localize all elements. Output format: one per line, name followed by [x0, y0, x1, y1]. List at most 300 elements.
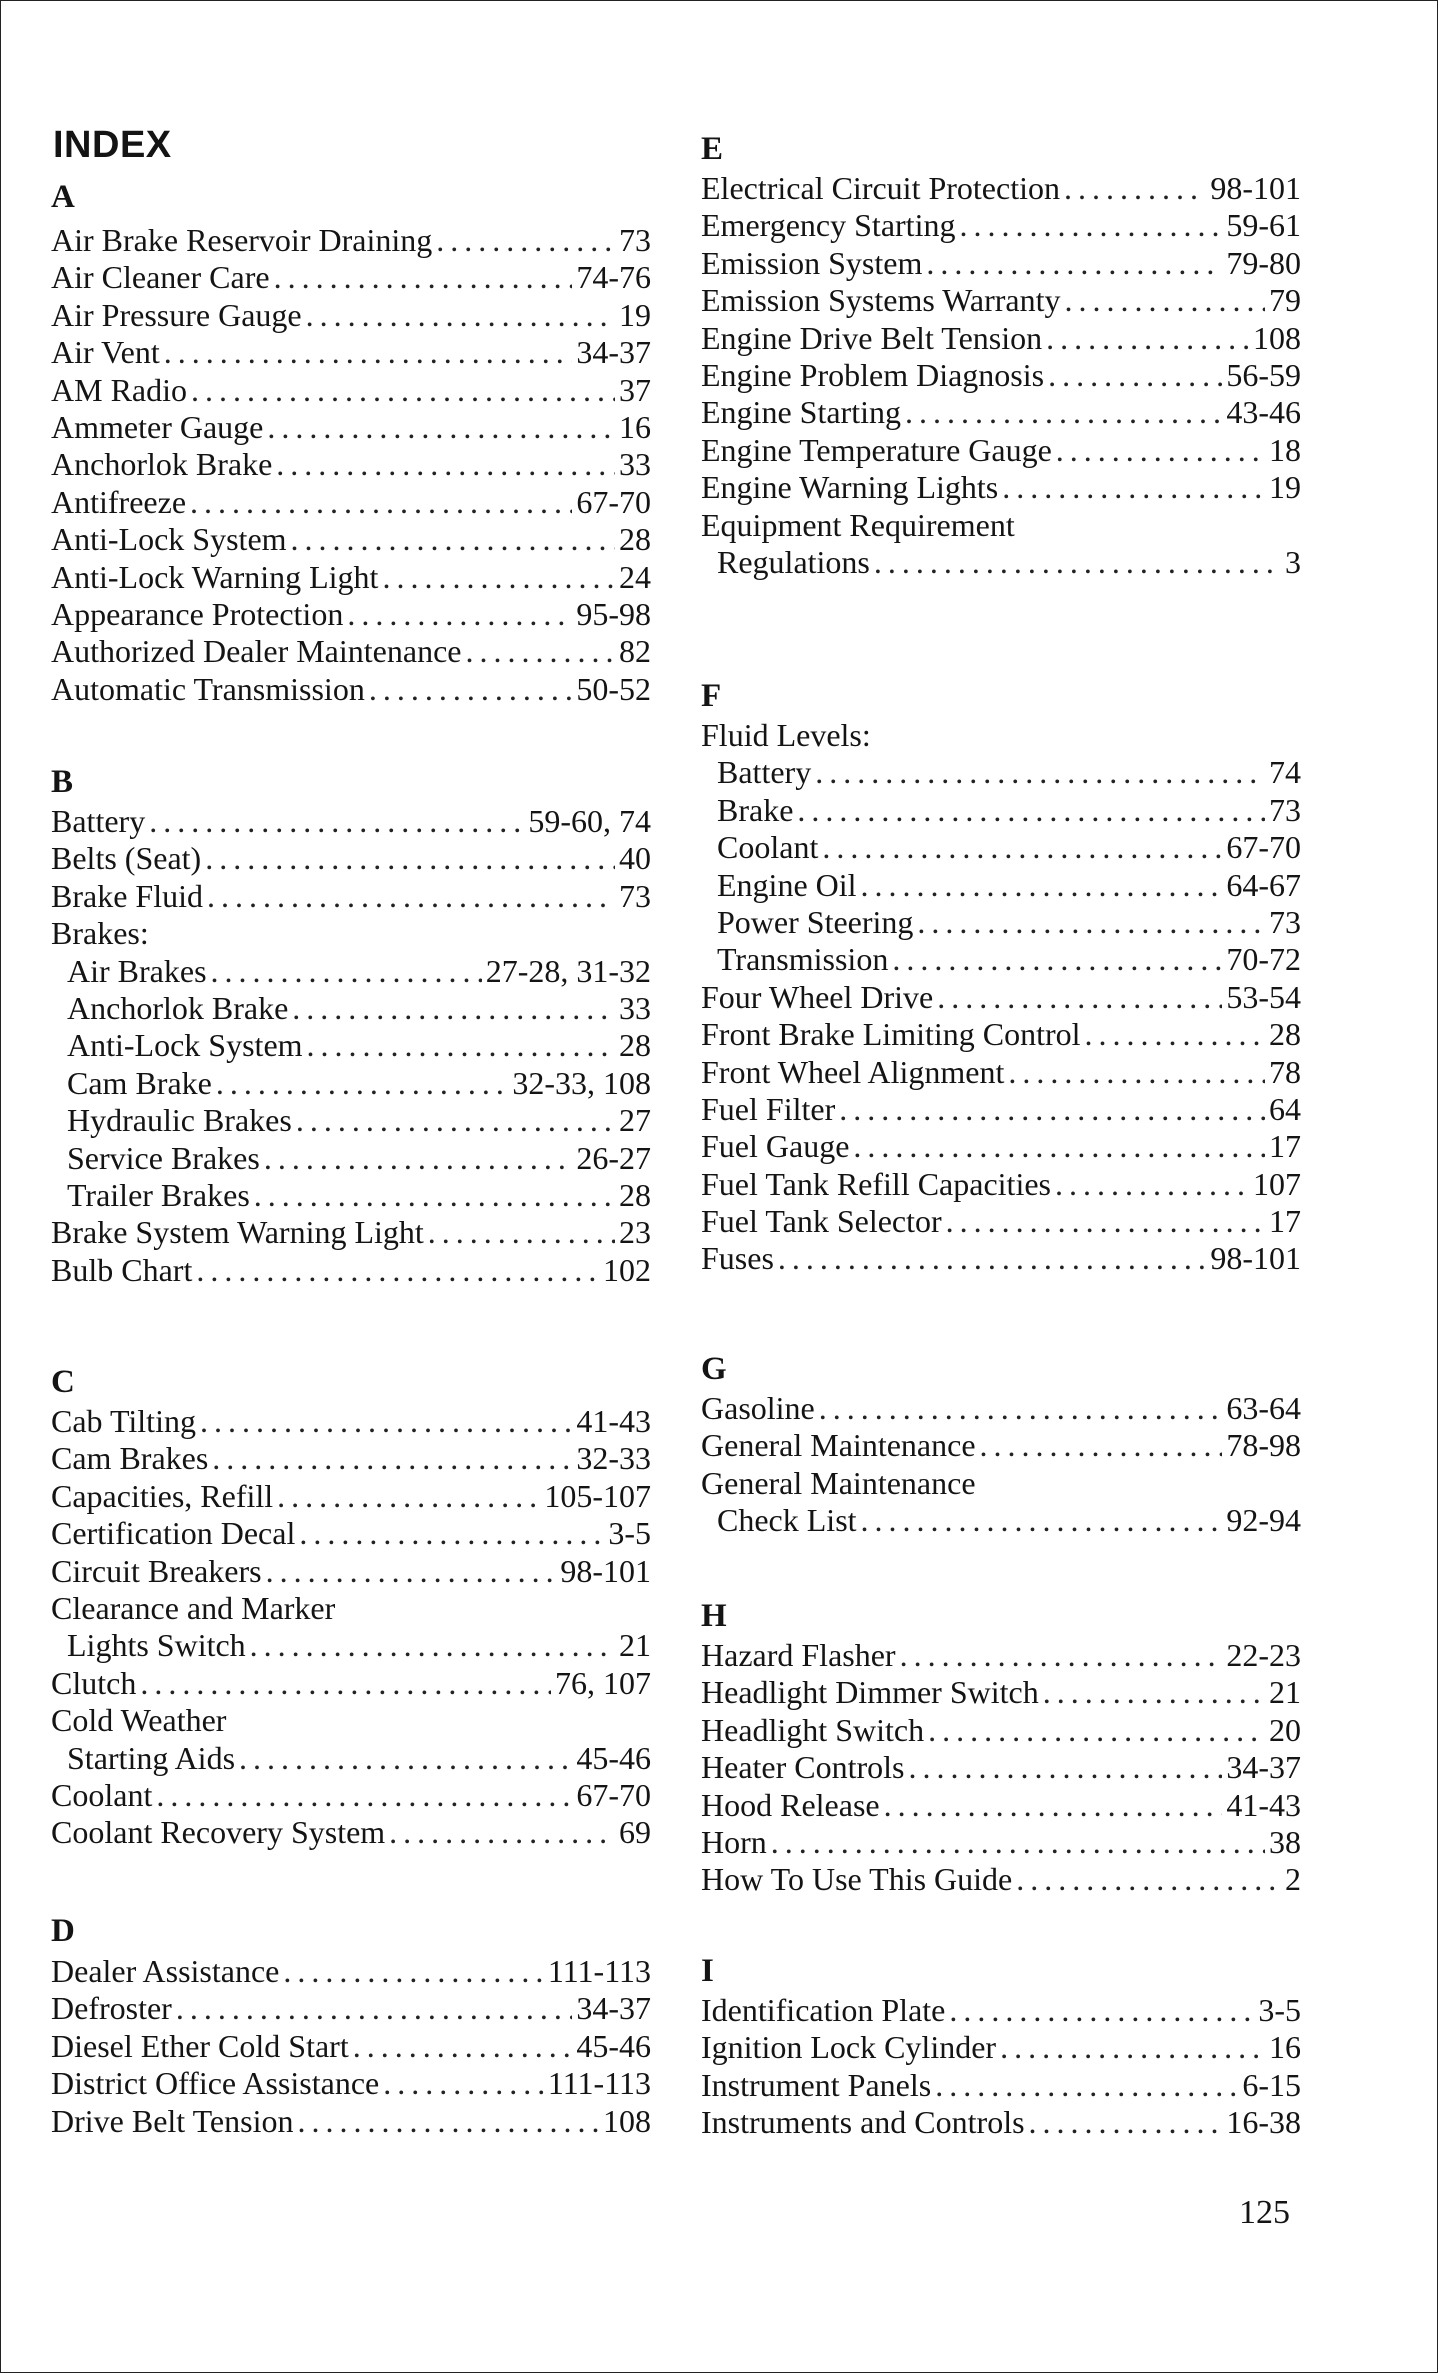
- entry-pages: 2: [1285, 1861, 1301, 1898]
- entry-pages: 21: [1269, 1674, 1301, 1711]
- entry-label: Horn: [701, 1823, 767, 1860]
- dot-leader: [1002, 469, 1265, 506]
- entry-pages: 45-46: [576, 1739, 651, 1776]
- dot-leader: [267, 409, 615, 446]
- entry-label: Instrument Panels: [701, 2066, 932, 2103]
- index-entry: [701, 941, 1301, 978]
- dot-leader: [892, 941, 1222, 978]
- entry-pages: 67-70: [1226, 829, 1301, 866]
- entry-label: Defroster: [51, 1990, 172, 2027]
- index-entry: [701, 1861, 1301, 1898]
- dot-leader: [1008, 1054, 1265, 1091]
- entry-pages: 98-101: [1210, 1240, 1301, 1277]
- section-i-entries: [701, 1992, 1301, 2142]
- entry-label: Engine Warning Lights: [701, 469, 999, 506]
- entry-pages: 78-98: [1226, 1427, 1301, 1464]
- entry-pages: 111-113: [547, 1953, 651, 1989]
- entry-label: Ignition Lock Cylinder: [701, 2029, 997, 2066]
- section-c-entries: [51, 1403, 651, 1852]
- index-entry: [701, 2067, 1301, 2104]
- entry-pages: 34-37: [576, 334, 651, 371]
- dot-leader: [369, 671, 573, 708]
- dot-leader: [266, 1553, 557, 1590]
- entry-label: Check List: [717, 1502, 857, 1539]
- entry-pages: 92-94: [1226, 1502, 1301, 1539]
- entry-pages: 16: [619, 408, 651, 445]
- dot-leader: [292, 990, 615, 1027]
- index-entry: [51, 1953, 651, 1990]
- index-entry: [701, 357, 1301, 394]
- section-letter-e: E: [701, 131, 724, 167]
- index-entry: [51, 2065, 651, 2102]
- index-entry: [701, 979, 1301, 1016]
- dot-leader: [216, 1065, 509, 1102]
- entry-label: Air Pressure Gauge: [51, 296, 302, 333]
- entry-pages: 27-28, 31-32: [485, 952, 651, 989]
- dot-leader: [874, 544, 1281, 581]
- entry-label: Equipment Requirement: [701, 506, 1015, 543]
- index-entry: [51, 1702, 651, 1739]
- entry-label: Anchorlok Brake: [67, 989, 289, 1026]
- entry-pages: 79-80: [1226, 244, 1301, 281]
- index-entry: [701, 507, 1301, 544]
- entry-label: How To Use This Guide: [701, 1861, 1013, 1898]
- dot-leader: [900, 1637, 1223, 1674]
- index-entry: [701, 1637, 1301, 1674]
- entry-label: District Office Assistance: [51, 2065, 380, 2102]
- entry-pages: 3-5: [1258, 1992, 1301, 2028]
- entry-label: Brake Fluid: [51, 877, 203, 914]
- dot-leader: [861, 867, 1223, 904]
- dot-leader: [839, 1091, 1265, 1128]
- entry-pages: 16-38: [1226, 2104, 1301, 2141]
- entry-label: Gasoline: [701, 1390, 815, 1426]
- dot-leader: [383, 2065, 544, 2102]
- entry-label: Lights Switch: [67, 1627, 246, 1664]
- entry-label: Anti-Lock System: [67, 1027, 303, 1064]
- entry-pages: 105-107: [544, 1477, 651, 1514]
- index-entry: [51, 372, 651, 409]
- entry-label: Headlight Dimmer Switch: [701, 1674, 1039, 1711]
- entry-pages: 22-23: [1226, 1637, 1301, 1673]
- entry-label: Trailer Brakes: [67, 1176, 250, 1213]
- index-entry: [701, 469, 1301, 506]
- dot-leader: [1055, 1166, 1249, 1203]
- entry-pages: 98-101: [560, 1552, 651, 1589]
- entry-label: Emission Systems Warranty: [701, 282, 1061, 319]
- index-entry: [701, 792, 1301, 829]
- dot-leader: [283, 1953, 544, 1990]
- index-entry: [51, 446, 651, 483]
- entry-label: Certification Decal: [51, 1515, 296, 1552]
- dot-leader: [1046, 320, 1249, 357]
- entry-label: Appearance Protection: [51, 595, 344, 632]
- index-entry: [51, 803, 651, 840]
- dot-leader: [190, 484, 572, 521]
- dot-leader: [822, 829, 1222, 866]
- section-letter-d: D: [51, 1913, 75, 1949]
- entry-pages: 70-72: [1226, 941, 1301, 978]
- index-entry: [51, 953, 651, 990]
- entry-pages: 108: [603, 2102, 651, 2139]
- entry-label: Fuel Tank Selector: [701, 1203, 942, 1240]
- entry-label: Anchorlok Brake: [51, 446, 273, 483]
- dot-leader: [465, 633, 615, 670]
- index-entry: [701, 754, 1301, 791]
- entry-pages: 78: [1269, 1053, 1301, 1090]
- entry-pages: 24: [619, 558, 651, 595]
- entry-label: Hazard Flasher: [701, 1637, 896, 1673]
- entry-pages: 73: [619, 877, 651, 914]
- index-entry: [701, 394, 1301, 431]
- entry-label: Fuel Filter: [701, 1090, 836, 1127]
- entry-pages: 74-76: [576, 259, 651, 296]
- dot-leader: [1016, 1861, 1281, 1898]
- entry-label: Coolant: [51, 1776, 153, 1813]
- index-entry: [51, 222, 651, 259]
- entry-label: Air Cleaner Care: [51, 259, 270, 296]
- entry-pages: 19: [1269, 469, 1301, 506]
- dot-leader: [274, 259, 573, 296]
- dot-leader: [428, 1214, 615, 1251]
- dot-leader: [191, 372, 615, 409]
- entry-pages: 53-54: [1226, 978, 1301, 1015]
- entry-pages: 50-52: [576, 670, 651, 707]
- index-entry: [51, 334, 651, 371]
- index-entry: [51, 1553, 651, 1590]
- section-e-entries: [701, 170, 1301, 581]
- dot-leader: [1048, 357, 1222, 394]
- entry-pages: 56-59: [1226, 356, 1301, 393]
- entry-pages: 111-113: [547, 2065, 651, 2102]
- dot-leader: [291, 521, 615, 558]
- entry-label: Antifreeze: [51, 483, 187, 520]
- entry-pages: 16: [1269, 2029, 1301, 2066]
- entry-label: Brakes:: [51, 915, 149, 952]
- index-entry: [51, 915, 651, 952]
- entry-pages: 19: [619, 296, 651, 333]
- index-entry: [51, 1440, 651, 1477]
- index-entry: [701, 1054, 1301, 1091]
- section-h-entries: [701, 1637, 1301, 1899]
- entry-pages: 34-37: [1226, 1749, 1301, 1786]
- dot-leader: [946, 1203, 1265, 1240]
- index-entry: [701, 717, 1301, 754]
- entry-label: Power Steering: [717, 903, 914, 940]
- entry-pages: 108: [1253, 319, 1301, 356]
- entry-label: Transmission: [717, 941, 889, 978]
- entry-pages: 76, 107: [555, 1664, 651, 1701]
- section-a-entries: [51, 222, 651, 708]
- entry-label: Hood Release: [701, 1786, 880, 1823]
- entry-pages: 21: [619, 1627, 651, 1664]
- dot-leader: [917, 904, 1265, 941]
- entry-pages: 74: [1269, 754, 1301, 791]
- entry-label: Regulations: [717, 543, 870, 580]
- index-entry: [701, 544, 1301, 581]
- entry-pages: 28: [619, 521, 651, 558]
- entry-label: Cold Weather: [51, 1702, 227, 1739]
- entry-label: Headlight Switch: [701, 1711, 925, 1748]
- entry-label: Clearance and Marker: [51, 1589, 336, 1626]
- index-entry: [51, 1102, 651, 1139]
- entry-pages: 41-43: [576, 1403, 651, 1439]
- section-letter-c: C: [51, 1364, 75, 1400]
- entry-label: Electrical Circuit Protection: [701, 170, 1060, 206]
- entry-label: General Maintenance: [701, 1464, 976, 1501]
- entry-label: Heater Controls: [701, 1749, 905, 1786]
- entry-pages: 43-46: [1226, 394, 1301, 431]
- dot-leader: [296, 1102, 615, 1139]
- entry-pages: 34-37: [576, 1990, 651, 2027]
- section-b-entries: [51, 803, 651, 1289]
- index-entry: [51, 1814, 651, 1851]
- dot-leader: [1085, 1016, 1265, 1053]
- entry-pages: 6-15: [1242, 2066, 1301, 2103]
- index-entry: [51, 1252, 651, 1289]
- entry-label: Air Brakes: [67, 952, 207, 989]
- entry-pages: 33: [619, 989, 651, 1026]
- entry-label: Cam Brakes: [51, 1440, 209, 1477]
- dot-leader: [250, 1627, 615, 1664]
- entry-label: Four Wheel Drive: [701, 978, 934, 1015]
- entry-label: Bulb Chart: [51, 1251, 193, 1288]
- entry-label: Engine Starting: [701, 394, 901, 431]
- dot-leader: [1056, 432, 1265, 469]
- entry-pages: 59-61: [1226, 207, 1301, 244]
- index-entry: [51, 1627, 651, 1664]
- entry-pages: 32-33, 108: [512, 1064, 651, 1101]
- index-entry: [701, 1016, 1301, 1053]
- index-entry: [701, 1203, 1301, 1240]
- entry-pages: 26-27: [576, 1139, 651, 1176]
- entry-label: Emission System: [701, 244, 923, 281]
- index-entry: [51, 1027, 651, 1064]
- dot-leader: [353, 2028, 573, 2065]
- dot-leader: [205, 840, 615, 877]
- dot-leader: [277, 1478, 540, 1515]
- index-entry: [701, 1128, 1301, 1165]
- index-entry: [701, 867, 1301, 904]
- dot-leader: [1029, 2104, 1223, 2141]
- dot-leader: [980, 1427, 1223, 1464]
- entry-pages: 17: [1269, 1128, 1301, 1165]
- index-entry: [701, 1712, 1301, 1749]
- entry-label: Brake: [717, 791, 794, 828]
- index-entry: [51, 1403, 651, 1440]
- index-entry: [51, 484, 651, 521]
- page-title: INDEX: [53, 124, 172, 166]
- entry-pages: 3: [1285, 543, 1301, 580]
- entry-pages: 95-98: [576, 595, 651, 632]
- entry-label: Engine Oil: [717, 866, 857, 903]
- entry-pages: 102: [603, 1251, 651, 1288]
- entry-label: General Maintenance: [701, 1427, 976, 1464]
- entry-label: Engine Problem Diagnosis: [701, 356, 1045, 393]
- dot-leader: [176, 1990, 573, 2027]
- dot-leader: [815, 754, 1265, 791]
- entry-label: Front Wheel Alignment: [701, 1053, 1005, 1090]
- index-entry: [51, 596, 651, 633]
- entry-pages: 18: [1269, 431, 1301, 468]
- index-entry: [51, 1665, 651, 1702]
- entry-pages: 69: [619, 1814, 651, 1851]
- section-d-entries: [51, 1953, 651, 2140]
- dot-leader: [276, 446, 615, 483]
- entry-pages: 98-101: [1210, 170, 1301, 206]
- dot-leader: [926, 245, 1222, 282]
- dot-leader: [861, 1502, 1223, 1539]
- dot-leader: [164, 334, 573, 371]
- index-entry: [51, 1140, 651, 1177]
- index-entry: [51, 259, 651, 296]
- dot-leader: [905, 394, 1222, 431]
- index-entry: [51, 633, 651, 670]
- index-entry: [701, 432, 1301, 469]
- entry-label: Circuit Breakers: [51, 1552, 262, 1589]
- index-entry: [51, 521, 651, 558]
- entry-pages: 40: [619, 840, 651, 877]
- entry-label: Diesel Ether Cold Start: [51, 2027, 349, 2064]
- entry-label: Service Brakes: [67, 1139, 260, 1176]
- entry-label: Coolant: [717, 829, 819, 866]
- entry-pages: 107: [1253, 1165, 1301, 1202]
- entry-label: Fuel Tank Refill Capacities: [701, 1165, 1051, 1202]
- index-entry: [701, 1390, 1301, 1427]
- index-entry: [51, 671, 651, 708]
- entry-label: Front Brake Limiting Control: [701, 1016, 1081, 1053]
- entry-pages: 28: [1269, 1016, 1301, 1053]
- entry-pages: 82: [619, 633, 651, 670]
- dot-leader: [196, 1252, 599, 1289]
- index-entry: [701, 1502, 1301, 1539]
- page-number: 125: [1239, 2194, 1290, 2231]
- dot-leader: [306, 297, 615, 334]
- entry-label: Hydraulic Brakes: [67, 1102, 292, 1139]
- dot-leader: [1064, 170, 1206, 207]
- index-entry: [701, 1992, 1301, 2029]
- index-entry: [51, 1478, 651, 1515]
- section-f-entries: [701, 717, 1301, 1278]
- index-entry: [701, 320, 1301, 357]
- dot-leader: [1000, 2029, 1265, 2066]
- dot-leader: [264, 1140, 573, 1177]
- entry-pages: 67-70: [576, 1776, 651, 1813]
- dot-leader: [239, 1740, 572, 1777]
- entry-pages: 59-60, 74: [528, 803, 651, 839]
- dot-leader: [389, 1814, 615, 1851]
- entry-pages: 45-46: [576, 2027, 651, 2064]
- index-entry: [51, 1590, 651, 1627]
- section-letter-h: H: [701, 1598, 727, 1634]
- entry-label: Battery: [717, 754, 812, 791]
- dot-leader: [909, 1749, 1223, 1786]
- entry-pages: 63-64: [1226, 1390, 1301, 1426]
- index-entry: [701, 1240, 1301, 1277]
- section-letter-f: F: [701, 678, 722, 714]
- index-entry: [51, 2028, 651, 2065]
- section-letter-a: A: [51, 179, 75, 215]
- entry-label: Cam Brake: [67, 1064, 212, 1101]
- entry-pages: 32-33: [576, 1440, 651, 1477]
- entry-label: Drive Belt Tension: [51, 2102, 294, 2139]
- entry-pages: 28: [619, 1176, 651, 1213]
- entry-pages: 3-5: [608, 1515, 651, 1552]
- entry-pages: 20: [1269, 1711, 1301, 1748]
- dot-leader: [778, 1240, 1206, 1277]
- index-entry: [701, 282, 1301, 319]
- index-entry: [701, 1166, 1301, 1203]
- entry-label: Dealer Assistance: [51, 1953, 280, 1989]
- entry-label: Cab Tilting: [51, 1403, 196, 1439]
- index-entry: [701, 904, 1301, 941]
- entry-label: Instruments and Controls: [701, 2104, 1025, 2141]
- dot-leader: [928, 1712, 1265, 1749]
- dot-leader: [937, 979, 1222, 1016]
- entry-pages: 64: [1269, 1090, 1301, 1127]
- index-entry: [701, 207, 1301, 244]
- entry-label: Ammeter Gauge: [51, 408, 264, 445]
- entry-pages: 23: [619, 1214, 651, 1251]
- dot-leader: [935, 2067, 1238, 2104]
- index-entry: [51, 1177, 651, 1214]
- index-entry: [51, 1990, 651, 2027]
- entry-label: Clutch: [51, 1664, 137, 1701]
- index-entry: [701, 1824, 1301, 1861]
- index-entry: [701, 245, 1301, 282]
- dot-leader: [200, 1403, 572, 1440]
- index-entry: [51, 1065, 651, 1102]
- section-letter-i: I: [701, 1953, 714, 1989]
- dot-leader: [797, 792, 1265, 829]
- entry-pages: 79: [1269, 282, 1301, 319]
- entry-pages: 73: [1269, 903, 1301, 940]
- entry-label: Brake System Warning Light: [51, 1214, 424, 1251]
- index-entry: [51, 1515, 651, 1552]
- dot-leader: [382, 559, 615, 596]
- index-entry: [51, 409, 651, 446]
- index-entry: [701, 1674, 1301, 1711]
- entry-pages: 41-43: [1226, 1786, 1301, 1823]
- entry-label: Authorized Dealer Maintenance: [51, 633, 462, 670]
- dot-leader: [212, 1440, 572, 1477]
- section-letter-b: B: [51, 764, 74, 800]
- dot-leader: [140, 1665, 551, 1702]
- index-entry: [701, 1091, 1301, 1128]
- index-entry: [51, 297, 651, 334]
- entry-label: Automatic Transmission: [51, 670, 365, 707]
- index-entry: [701, 1465, 1301, 1502]
- entry-label: Engine Temperature Gauge: [701, 431, 1052, 468]
- index-entry: [701, 1787, 1301, 1824]
- index-entry: [51, 990, 651, 1027]
- index-entry: [701, 2104, 1301, 2141]
- entry-pages: 17: [1269, 1203, 1301, 1240]
- dot-leader: [949, 1992, 1254, 2029]
- index-entry: [51, 2103, 651, 2140]
- index-entry: [51, 1740, 651, 1777]
- dot-leader: [149, 803, 524, 840]
- entry-pages: 38: [1269, 1823, 1301, 1860]
- entry-label: AM Radio: [51, 371, 187, 408]
- entry-label: Anti-Lock Warning Light: [51, 558, 379, 595]
- index-entry: [51, 1777, 651, 1814]
- index-entry: [51, 878, 651, 915]
- index-entry: [51, 559, 651, 596]
- dot-leader: [254, 1177, 615, 1214]
- entry-label: Identification Plate: [701, 1992, 946, 2028]
- entry-label: Capacities, Refill: [51, 1477, 274, 1514]
